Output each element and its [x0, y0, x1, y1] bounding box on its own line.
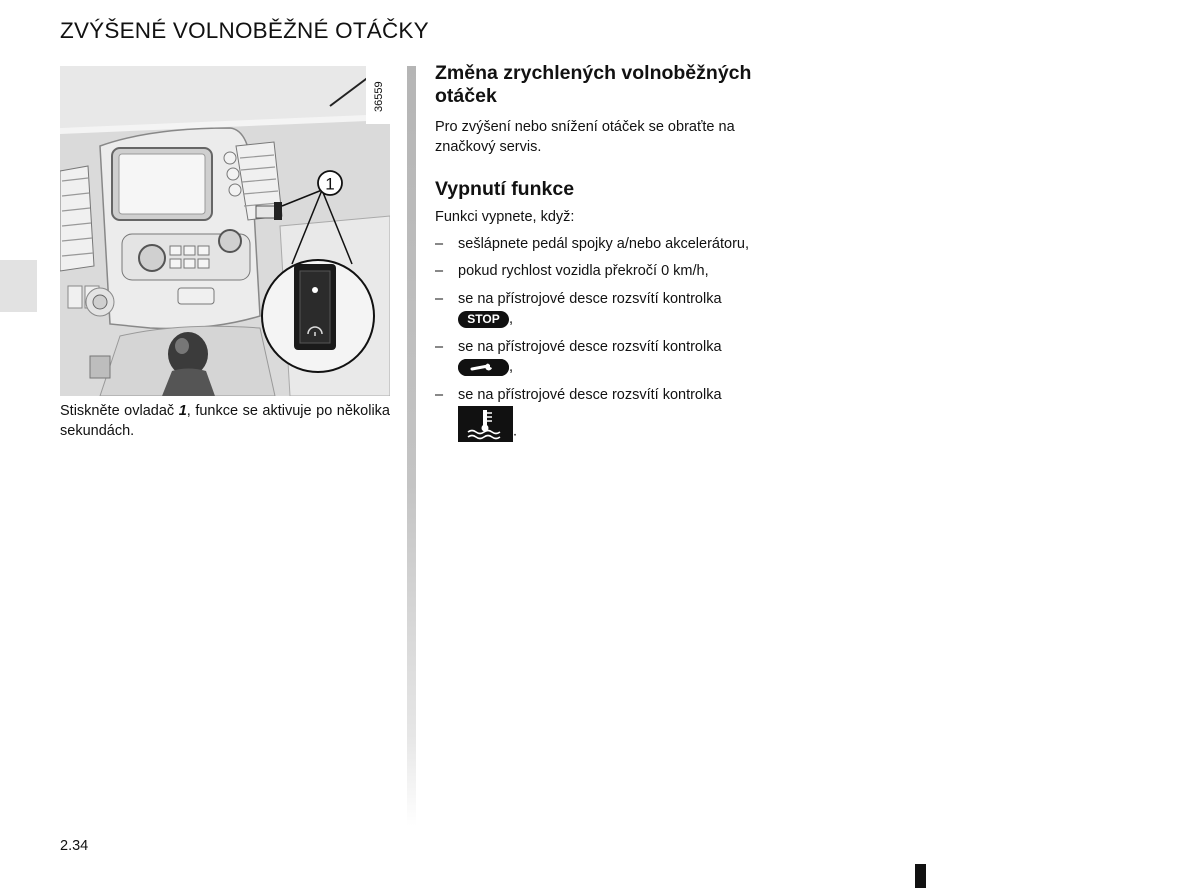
page-corner-mark: [915, 864, 926, 888]
list-item-text: se na přístrojové desce rozsvítí kontrolka: [458, 386, 722, 403]
column-divider: [407, 66, 416, 826]
figure-caption: [60, 402, 390, 441]
section-text-change: Pro zvýšení nebo snížení otáček se obraťte na značkový servis.: [435, 119, 735, 155]
chapter-tab: [0, 260, 37, 312]
right-column: [435, 62, 765, 450]
list-item-end: ,: [509, 359, 514, 375]
list-item: [435, 262, 765, 282]
coolant-temperature-icon: [458, 406, 513, 442]
dashboard-illustration: [60, 66, 390, 396]
section-heading-disable: Vypnutí funkce: [435, 178, 575, 200]
service-wrench-icon: [458, 359, 509, 376]
page-title: ZVÝŠENÉ VOLNOBĚŽNÉ OTÁČKY: [60, 18, 429, 43]
list-item-text: pokud rychlost vozidla překročí 0 km/h,: [458, 263, 709, 279]
list-item: [435, 290, 765, 330]
caption-reference: 1: [178, 403, 187, 419]
list-dash: –: [435, 290, 444, 307]
image-code: 36559: [373, 81, 385, 112]
list-item-text: se na přístrojové desce rozsvítí kontrolka: [458, 290, 722, 307]
page-number: 2.34: [60, 838, 89, 854]
stop-warning-icon: STOP: [458, 311, 509, 328]
list-item-text: sešlápnete pedál spojky a/nebo akcelerátoru,: [458, 235, 749, 252]
list-item-text: se na přístrojové desce rozsvítí kontrolka: [458, 338, 722, 355]
section-intro-disable: Funkci vypnete, když:: [435, 209, 575, 225]
section-heading-change: Změna zrychlených volnoběžných otáček: [435, 62, 752, 107]
caption-text-start: Stiskněte ovladač: [60, 403, 179, 419]
list-dash: –: [435, 235, 444, 252]
list-dash: –: [435, 338, 444, 355]
list-item: [435, 338, 765, 378]
list-item: [435, 386, 765, 443]
condition-list: [435, 235, 765, 443]
caption-text-end: , funkce se aktivuje po několika sekundách.: [60, 403, 390, 439]
callout-number: 1: [325, 174, 335, 194]
list-dash: –: [435, 386, 444, 403]
list-item-end: ,: [509, 311, 514, 327]
list-item-end: .: [513, 423, 518, 440]
list-item: [435, 235, 765, 255]
list-dash: –: [435, 263, 444, 279]
